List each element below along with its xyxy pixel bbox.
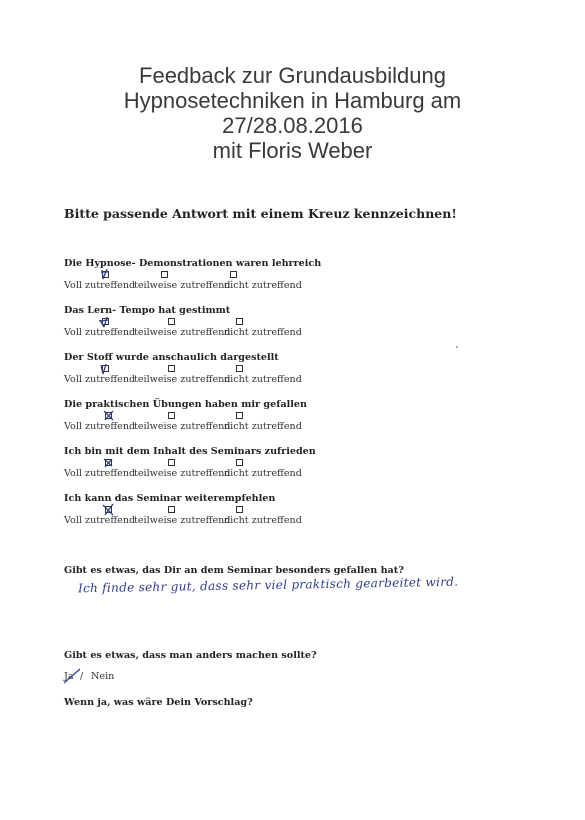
option-partial-label: teilweise zutreffend <box>134 421 231 432</box>
form-title <box>0 63 585 163</box>
option-partial-label: teilweise zutreffend <box>134 280 231 291</box>
option-full-label: Voll zutreffend <box>64 421 136 432</box>
option-none-label: nicht zutreffend <box>224 327 302 338</box>
handwritten-strike-mark <box>62 669 86 685</box>
option-partial-label: teilweise zutreffend <box>134 327 231 338</box>
option-none-checkbox[interactable] <box>236 365 243 372</box>
yes-option[interactable]: Ja <box>64 671 74 682</box>
question-suggestion: Wenn ja, was wäre Dein Vorschlag? <box>64 697 253 708</box>
handwritten-check-mark <box>98 361 112 375</box>
question-block <box>64 446 384 486</box>
option-full-label: Voll zutreffend <box>64 374 136 385</box>
no-option[interactable]: Nein <box>91 671 115 682</box>
option-none-checkbox[interactable] <box>236 318 243 325</box>
option-none-label: nicht zutreffend <box>224 515 302 526</box>
option-none-label: nicht zutreffend <box>224 421 302 432</box>
option-none-label: nicht zutreffend <box>224 468 302 479</box>
option-partial-checkbox[interactable] <box>168 412 175 419</box>
option-none-checkbox[interactable] <box>236 412 243 419</box>
instruction-text: Bitte passende Antwort mit einem Kreuz kennzeichnen! <box>64 206 457 221</box>
question-block <box>64 399 384 439</box>
option-partial-checkbox[interactable] <box>161 271 168 278</box>
question-block <box>64 493 384 533</box>
scan-speck <box>456 346 458 348</box>
option-partial-label: teilweise zutreffend <box>134 374 231 385</box>
question-block <box>64 258 384 298</box>
option-full-label: Voll zutreffend <box>64 280 136 291</box>
question-change: Gibt es etwas, dass man anders machen sollte? <box>64 650 317 661</box>
title-line-2: Hypnosetechniken in Hamburg am <box>123 88 462 113</box>
option-partial-checkbox[interactable] <box>168 365 175 372</box>
question-label: Die Hypnose- Demonstrationen waren lehrreich <box>64 258 322 269</box>
handwritten-check-mark <box>98 314 112 328</box>
choice-separator: / <box>80 671 84 682</box>
title-line-3: 27/28.08.2016 <box>222 113 363 138</box>
title-line-1: Feedback zur Grundausbildung <box>139 63 446 88</box>
option-none-checkbox[interactable] <box>236 459 243 466</box>
handwritten-cross-mark <box>102 408 116 422</box>
option-full-label: Voll zutreffend <box>64 468 136 479</box>
question-label: Ich bin mit dem Inhalt des Seminars zufrieden <box>64 446 316 457</box>
question-label: Das Lern- Tempo hat gestimmt <box>64 305 231 316</box>
handwritten-check-mark <box>99 267 113 281</box>
option-full-label: Voll zutreffend <box>64 515 136 526</box>
option-none-label: nicht zutreffend <box>224 280 302 291</box>
option-partial-checkbox[interactable] <box>168 506 175 513</box>
question-block <box>64 352 384 392</box>
option-partial-label: teilweise zutreffend <box>134 515 231 526</box>
option-full-label: Voll zutreffend <box>64 327 136 338</box>
option-none-checkbox[interactable] <box>230 271 237 278</box>
option-none-checkbox[interactable] <box>236 506 243 513</box>
handwritten-answer: Ich finde sehr gut, dass sehr viel praktisch gearbeitet wird. <box>77 574 459 596</box>
question-label: Die praktischen Übungen haben mir gefallen <box>64 399 307 410</box>
question-label: Ich kann das Seminar weiterempfehlen <box>64 493 276 504</box>
title-line-4: mit Floris Weber <box>212 138 373 163</box>
question-label: Der Stoff wurde anschaulich dargestellt <box>64 352 279 363</box>
option-partial-label: teilweise zutreffend <box>134 468 231 479</box>
handwritten-cross-mark <box>102 502 116 516</box>
option-partial-checkbox[interactable] <box>168 459 175 466</box>
option-partial-checkbox[interactable] <box>168 318 175 325</box>
question-block <box>64 305 384 345</box>
option-none-label: nicht zutreffend <box>224 374 302 385</box>
question-liked: Gibt es etwas, das Dir an dem Seminar besonders gefallen hat? <box>64 565 404 576</box>
